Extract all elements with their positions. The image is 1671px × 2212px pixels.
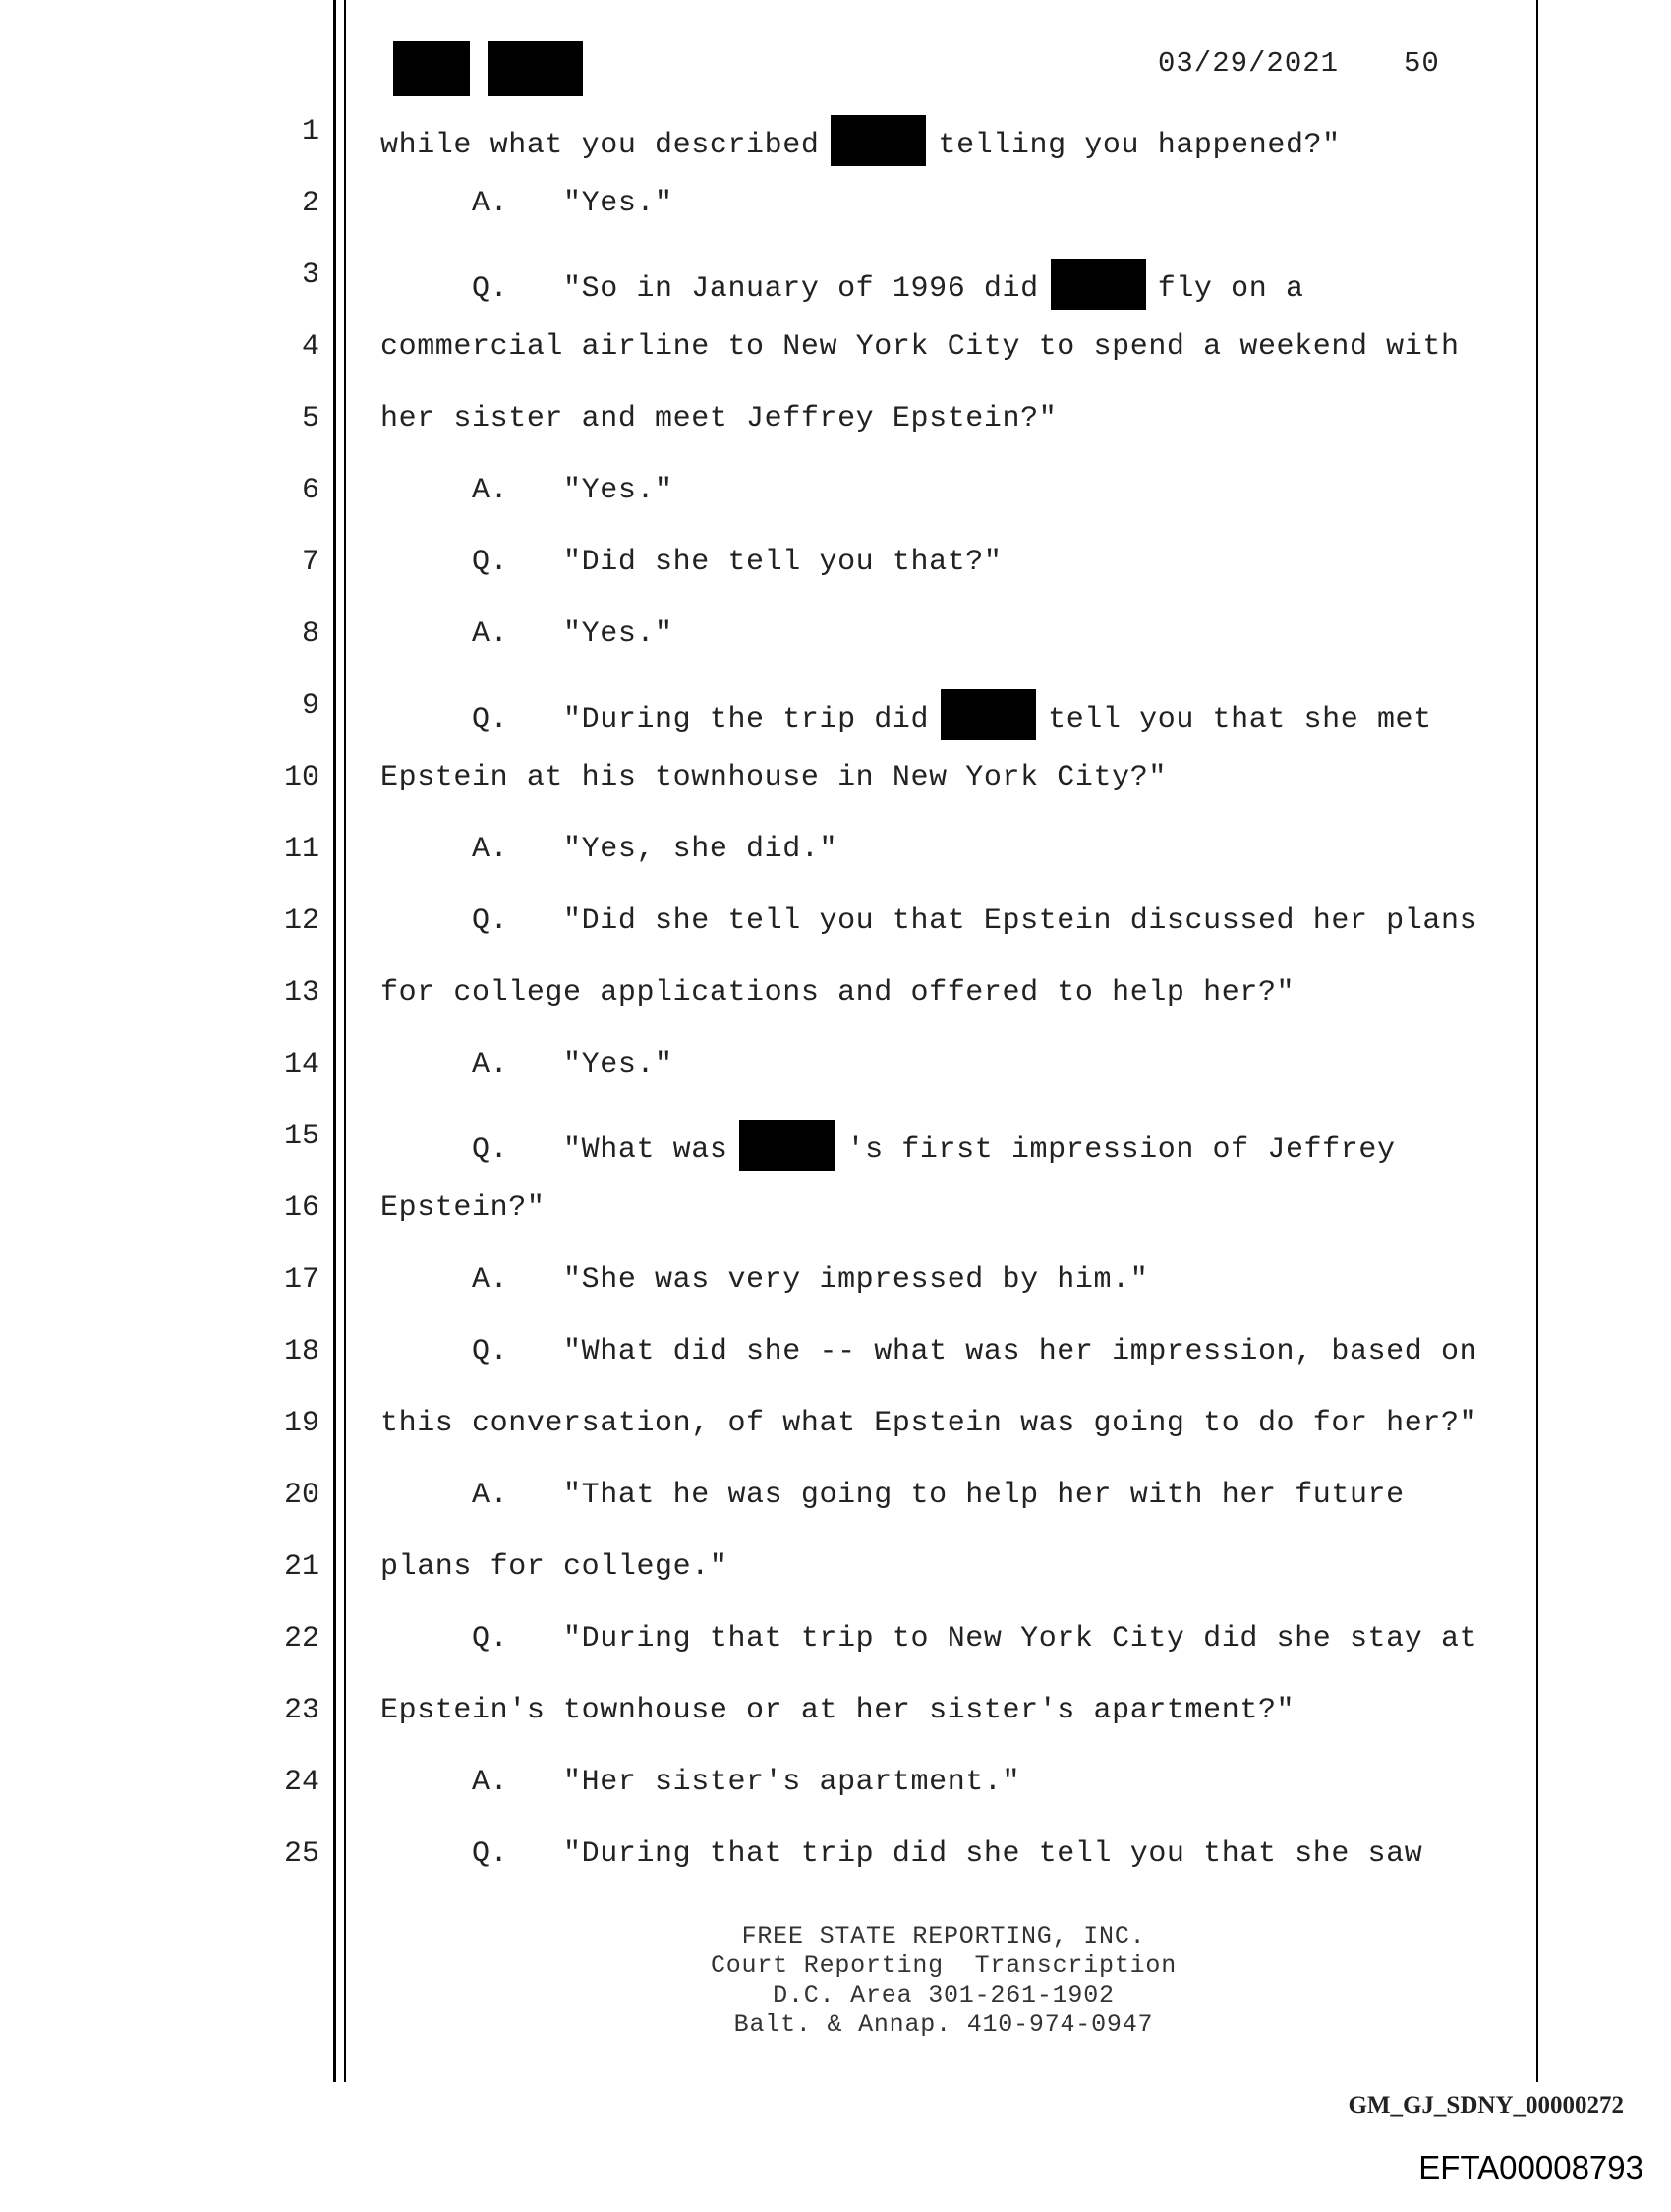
reporter-footer bbox=[639, 1922, 1248, 2040]
line-number: 12 bbox=[283, 904, 319, 938]
transcript-line bbox=[0, 187, 1671, 259]
line-text bbox=[380, 1048, 673, 1081]
line-number: 13 bbox=[283, 976, 319, 1010]
line-text bbox=[380, 330, 1460, 364]
line-text bbox=[380, 402, 1057, 436]
transcript-line bbox=[0, 1837, 1671, 1909]
line-text bbox=[380, 1335, 1477, 1368]
transcript-line bbox=[0, 1479, 1671, 1550]
line-segment: her sister and meet Jeffrey Epstein?" bbox=[380, 402, 1058, 436]
line-segment: this conversation, of what Epstein was going to do for her?" bbox=[380, 1407, 1478, 1440]
transcript-line bbox=[0, 1048, 1671, 1120]
redaction-box bbox=[831, 115, 926, 166]
transcript-line bbox=[0, 1622, 1671, 1694]
line-segment: Q. "Did she tell you that?" bbox=[380, 546, 1003, 579]
line-segment: A. "Yes." bbox=[380, 617, 673, 651]
transcript-line bbox=[0, 904, 1671, 976]
transcript-line bbox=[0, 1120, 1671, 1192]
line-number: 2 bbox=[301, 187, 319, 220]
line-segment: Epstein at his townhouse in New York City?" bbox=[380, 761, 1167, 794]
footer-company: FREE STATE REPORTING, INC. bbox=[741, 1922, 1146, 1950]
line-number: 18 bbox=[283, 1335, 319, 1368]
transcript-line bbox=[0, 115, 1671, 187]
line-text bbox=[380, 1192, 545, 1225]
line-text bbox=[380, 259, 1304, 310]
transcript-line bbox=[0, 474, 1671, 546]
footer-balt-phone: Balt. & Annap. 410-974-0947 bbox=[733, 2010, 1154, 2039]
line-text bbox=[380, 187, 673, 220]
transcript-line bbox=[0, 1766, 1671, 1837]
line-segment: while what you described bbox=[380, 129, 820, 162]
line-segment: A. "Yes." bbox=[380, 1048, 673, 1081]
line-text bbox=[380, 1479, 1405, 1512]
line-text bbox=[380, 1120, 1396, 1171]
transcript-line bbox=[0, 976, 1671, 1048]
line-text bbox=[380, 1837, 1422, 1871]
redaction-box bbox=[941, 689, 1036, 740]
line-text bbox=[380, 833, 837, 866]
transcript-line bbox=[0, 1550, 1671, 1622]
line-segment: A. "Yes." bbox=[380, 474, 673, 507]
transcript-line bbox=[0, 1263, 1671, 1335]
line-number: 11 bbox=[283, 833, 319, 866]
line-segment: Q. "During the trip did bbox=[380, 703, 930, 736]
transcript-line bbox=[0, 617, 1671, 689]
line-number: 23 bbox=[283, 1694, 319, 1727]
line-number: 16 bbox=[283, 1192, 319, 1225]
line-number: 6 bbox=[301, 474, 319, 507]
transcript-line bbox=[0, 761, 1671, 833]
line-number: 17 bbox=[283, 1263, 319, 1297]
line-text bbox=[380, 1263, 1148, 1297]
line-text bbox=[380, 1407, 1477, 1440]
line-number: 5 bbox=[301, 402, 319, 436]
line-segment: A. "Yes." bbox=[380, 187, 673, 220]
header-redaction-box-2 bbox=[488, 41, 583, 96]
line-text bbox=[380, 689, 1432, 740]
footer-services: Court Reporting Transcription bbox=[710, 1951, 1178, 1980]
line-segment: A. "That he was going to help her with her future bbox=[380, 1479, 1405, 1512]
line-number: 4 bbox=[301, 330, 319, 364]
transcript-line bbox=[0, 833, 1671, 904]
line-number: 10 bbox=[283, 761, 319, 794]
line-number: 20 bbox=[283, 1479, 319, 1512]
line-segment: Q. "During that trip to New York City did she stay at bbox=[380, 1622, 1478, 1656]
line-segment: Q. "Did she tell you that Epstein discussed her plans bbox=[380, 904, 1478, 938]
line-number: 1 bbox=[301, 115, 319, 148]
line-segment: plans for college." bbox=[380, 1550, 728, 1584]
line-text bbox=[380, 976, 1295, 1010]
transcript-line bbox=[0, 546, 1671, 617]
line-number: 15 bbox=[283, 1120, 319, 1153]
header-page-number: 50 bbox=[1404, 47, 1440, 80]
line-segment: tell you that she met bbox=[1048, 703, 1432, 736]
line-segment: for college applications and offered to help her?" bbox=[380, 976, 1296, 1010]
transcript-line bbox=[0, 402, 1671, 474]
footer-dc-phone: D.C. Area 301-261-1902 bbox=[773, 1981, 1115, 2009]
line-segment: Epstein's townhouse or at her sister's apartment?" bbox=[380, 1694, 1296, 1727]
line-text bbox=[380, 1694, 1295, 1727]
line-text bbox=[380, 1550, 727, 1584]
line-text bbox=[380, 761, 1167, 794]
line-segment: A. "She was very impressed by him." bbox=[380, 1263, 1149, 1297]
header-redaction-box-1 bbox=[393, 41, 470, 96]
line-number: 14 bbox=[283, 1048, 319, 1081]
line-segment: Q. "During that trip did she tell you that she saw bbox=[380, 1837, 1423, 1871]
line-number: 25 bbox=[283, 1837, 319, 1871]
transcript-line bbox=[0, 259, 1671, 330]
line-text bbox=[380, 904, 1477, 938]
line-number: 19 bbox=[283, 1407, 319, 1440]
line-segment: Q. "So in January of 1996 did bbox=[380, 272, 1039, 306]
line-text bbox=[380, 474, 673, 507]
transcript-line bbox=[0, 1335, 1671, 1407]
line-segment: fly on a bbox=[1157, 272, 1304, 306]
redaction-box bbox=[1051, 259, 1146, 310]
line-text bbox=[380, 546, 1003, 579]
line-text bbox=[380, 1766, 1020, 1799]
line-number: 22 bbox=[283, 1622, 319, 1656]
line-number: 8 bbox=[301, 617, 319, 651]
transcript-line bbox=[0, 330, 1671, 402]
header-date: 03/29/2021 bbox=[1158, 47, 1340, 80]
transcript-line bbox=[0, 689, 1671, 761]
line-segment: A. "Her sister's apartment." bbox=[380, 1766, 1021, 1799]
line-number: 24 bbox=[283, 1766, 319, 1799]
bates-gm-id: GM_GJ_SDNY_00000272 bbox=[1348, 2092, 1624, 2119]
line-segment: 's first impression of Jeffrey bbox=[846, 1134, 1396, 1167]
line-segment: Q. "What was bbox=[380, 1134, 728, 1167]
line-number: 21 bbox=[283, 1550, 319, 1584]
line-number: 9 bbox=[301, 689, 319, 723]
line-segment: Q. "What did she -- what was her impression, based on bbox=[380, 1335, 1478, 1368]
line-text bbox=[380, 115, 1341, 166]
line-number: 7 bbox=[301, 546, 319, 579]
transcript-line bbox=[0, 1407, 1671, 1479]
line-segment: commercial airline to New York City to spend a weekend with bbox=[380, 330, 1460, 364]
line-segment: Epstein?" bbox=[380, 1192, 546, 1225]
line-text bbox=[380, 617, 673, 651]
line-segment: telling you happened?" bbox=[938, 129, 1341, 162]
line-number: 3 bbox=[301, 259, 319, 292]
line-segment: A. "Yes, she did." bbox=[380, 833, 838, 866]
bates-efta-id: EFTA00008793 bbox=[1418, 2149, 1643, 2185]
line-text bbox=[380, 1622, 1477, 1656]
transcript-line bbox=[0, 1694, 1671, 1766]
redaction-box bbox=[739, 1120, 835, 1171]
transcript-line bbox=[0, 1192, 1671, 1263]
